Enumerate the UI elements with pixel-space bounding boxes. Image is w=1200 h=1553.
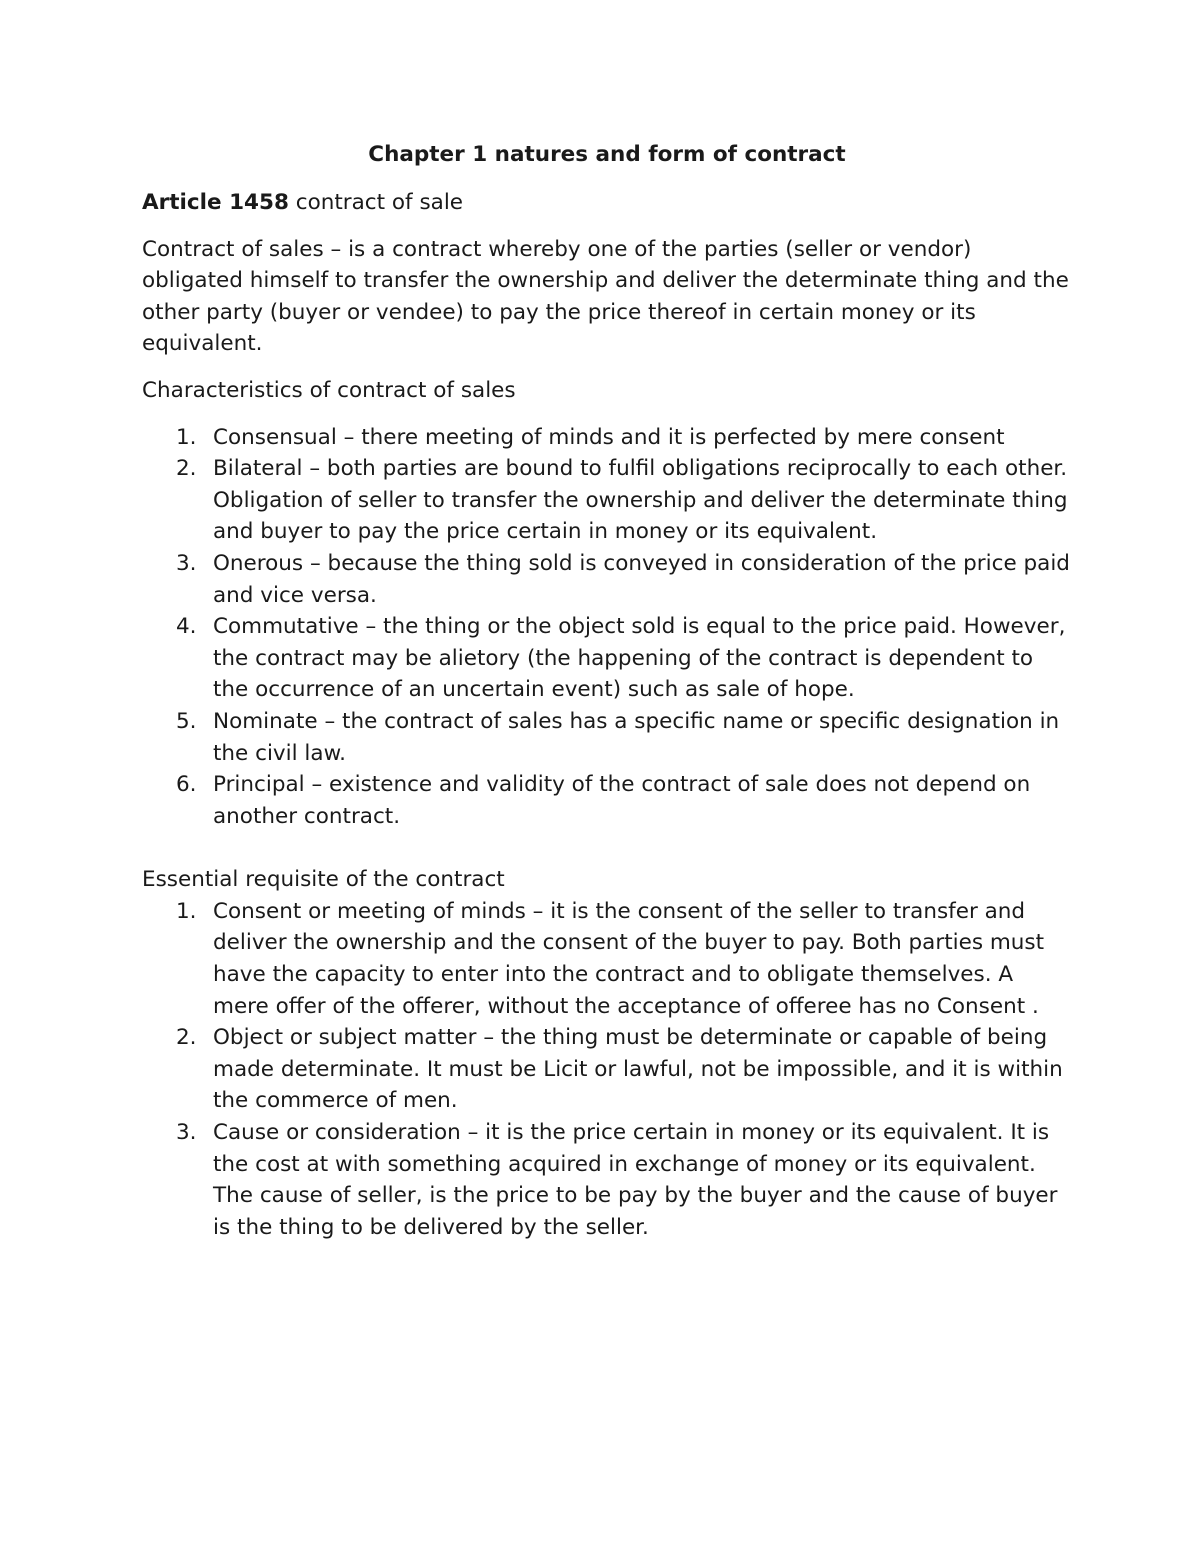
list-item-number: 5. (176, 708, 197, 734)
article-text: contract of sale (288, 190, 464, 215)
definition-paragraph: Contract of sales – is a contract whereby one of the parties (seller or vendor) obligated himself to transfer the ownership and deliver the determinate thing and the other party (buyer or vendee) to pay the price thereof in certain money or its equivalent. (142, 236, 1069, 357)
list-item-number: 3. (176, 550, 197, 576)
list-item-number: 4. (176, 614, 197, 640)
list-item-number: 1. (176, 898, 197, 924)
list-item-text: Cause or consideration – it is the price certain in money or its equivalent. It is the cost at with something acquired in exchange of money or its equivalent. The cause of seller, is the price to be pay by the buyer and the cause of buyer is the thing to be delivered by the seller. (213, 1120, 1058, 1240)
article-label: Article 1458 (142, 190, 289, 215)
list-item-text: Consensual – there meeting of minds and it is perfected by mere consent (213, 424, 1005, 450)
list-item (142, 1117, 1072, 1243)
list-item-number: 2. (176, 456, 197, 482)
list-item-text: Bilateral – both parties are bound to fulfil obligations reciprocally to each other. Obligation of seller to transfer the ownership and deliver the determinate thing and buyer to pay the price certain in money or its equivalent. (213, 456, 1068, 545)
list-item (142, 896, 1072, 1022)
list-item-number: 3. (176, 1120, 197, 1146)
blank-line (142, 832, 1072, 864)
requisites-list (142, 896, 1072, 1244)
list-item (142, 706, 1072, 769)
article-line (142, 187, 1072, 219)
list-item (142, 769, 1072, 832)
list-item-text: Commutative – the thing or the object sold is equal to the price paid. However, the contract may be alietory (the happening of the contract is dependent to the occurrence of an uncertain event) such as sale of hope. (213, 614, 1066, 703)
list-item (142, 1022, 1072, 1117)
list-item-number: 6. (176, 772, 197, 798)
characteristics-list (142, 422, 1072, 833)
requisites-heading: Essential requisite of the contract (142, 867, 505, 893)
list-item-text: Nominate – the contract of sales has a specific name or specific designation in the civil law. (213, 708, 1060, 766)
list-item (142, 611, 1072, 706)
list-item-number: 1. (176, 424, 197, 450)
list-item-number: 2. (176, 1025, 197, 1051)
list-item (142, 453, 1072, 548)
chapter-title: Chapter 1 natures and form of contract (368, 142, 846, 167)
characteristics-heading: Characteristics of contract of sales (142, 377, 516, 403)
document-body (142, 138, 1072, 1243)
list-item (142, 422, 1072, 454)
list-item-text: Principal – existence and validity of the contract of sale does not depend on another contract. (213, 772, 1031, 829)
list-item (142, 548, 1072, 611)
list-item-text: Object or subject matter – the thing must be determinate or capable of being made determinate. It must be Licit or lawful, not be impossible, and it is within the commerce of men. (213, 1025, 1063, 1114)
list-item-text: Consent or meeting of minds – it is the consent of the seller to transfer and deliver the ownership and the consent of the buyer to pay. Both parties must have the capacity to enter into the contract and to obligate themselves. A mere offer of the offerer, without the acceptance of offeree has no Consent . (213, 898, 1045, 1019)
list-item-text: Onerous – because the thing sold is conveyed in consideration of the price paid and vice versa. (213, 550, 1070, 608)
